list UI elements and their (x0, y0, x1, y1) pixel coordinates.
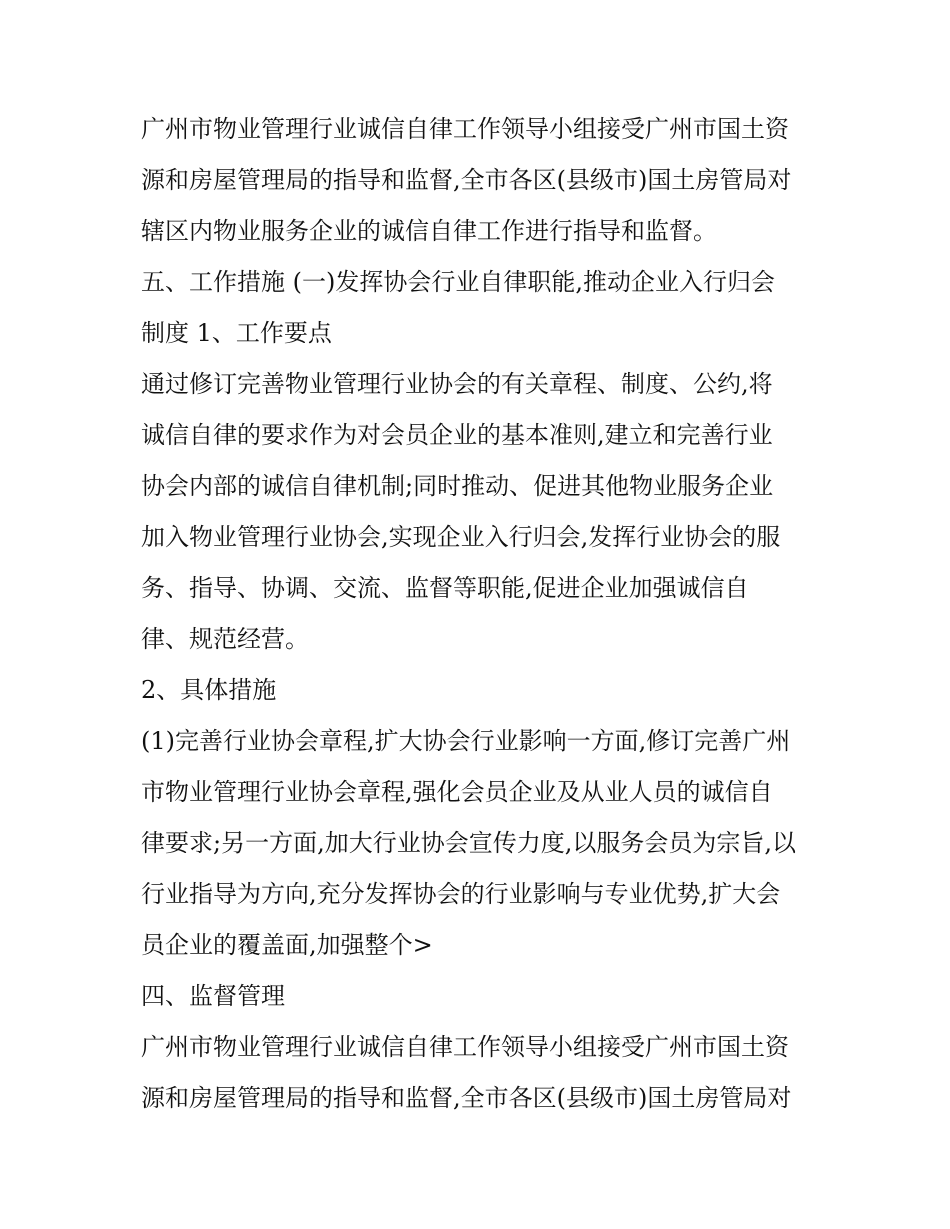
text-line: 广州市物业管理行业诚信自律工作领导小组接受广州市国土资 (141, 1033, 789, 1061)
section-heading-line: 制度 1、工作要点 (141, 319, 332, 347)
text-line: 源和房屋管理局的指导和监督,全市各区(县级市)国土房管局对 (141, 166, 792, 194)
text-line: 行业指导为方向,充分发挥协会的行业影响与专业优势,扩大会 (141, 880, 781, 908)
text-line: 诚信自律的要求作为对会员企业的基本准则,建立和完善行业 (141, 421, 773, 449)
subheading-line: 2、具体措施 (141, 676, 277, 704)
text-line: 律、规范经营。 (141, 625, 309, 653)
text-line: 源和房屋管理局的指导和监督,全市各区(县级市)国土房管局对 (141, 1084, 792, 1112)
text-line: 协会内部的诚信自律机制;同时推动、促进其他物业服务企业 (141, 472, 774, 500)
document-body (141, 104, 816, 1124)
text-line: 通过修订完善物业管理行业协会的有关章程、制度、公约,将 (141, 370, 773, 398)
text-line: 市物业管理行业协会章程,强化会员企业及从业人员的诚信自 (141, 778, 773, 806)
text-line: 广州市物业管理行业诚信自律工作领导小组接受广州市国土资 (141, 115, 789, 143)
text-line: 律要求;另一方面,加大行业协会宣传力度,以服务会员为宗旨,以 (141, 829, 796, 857)
section-heading-line: 五、工作措施 (一)发挥协会行业自律职能,推动企业入行归会 (141, 268, 775, 296)
text-line: 辖区内物业服务企业的诚信自律工作进行指导和监督。 (141, 217, 717, 245)
section-heading-line: 四、监督管理 (141, 982, 285, 1010)
text-line: 加入物业管理行业协会,实现企业入行归会,发挥行业协会的服 (141, 523, 781, 551)
text-line: 员企业的覆盖面,加强整个> (141, 931, 433, 959)
text-line: (1)完善行业协会章程,扩大协会行业影响一方面,修订完善广州 (141, 727, 791, 755)
text-line: 务、指导、协调、交流、监督等职能,促进企业加强诚信自 (141, 574, 749, 602)
